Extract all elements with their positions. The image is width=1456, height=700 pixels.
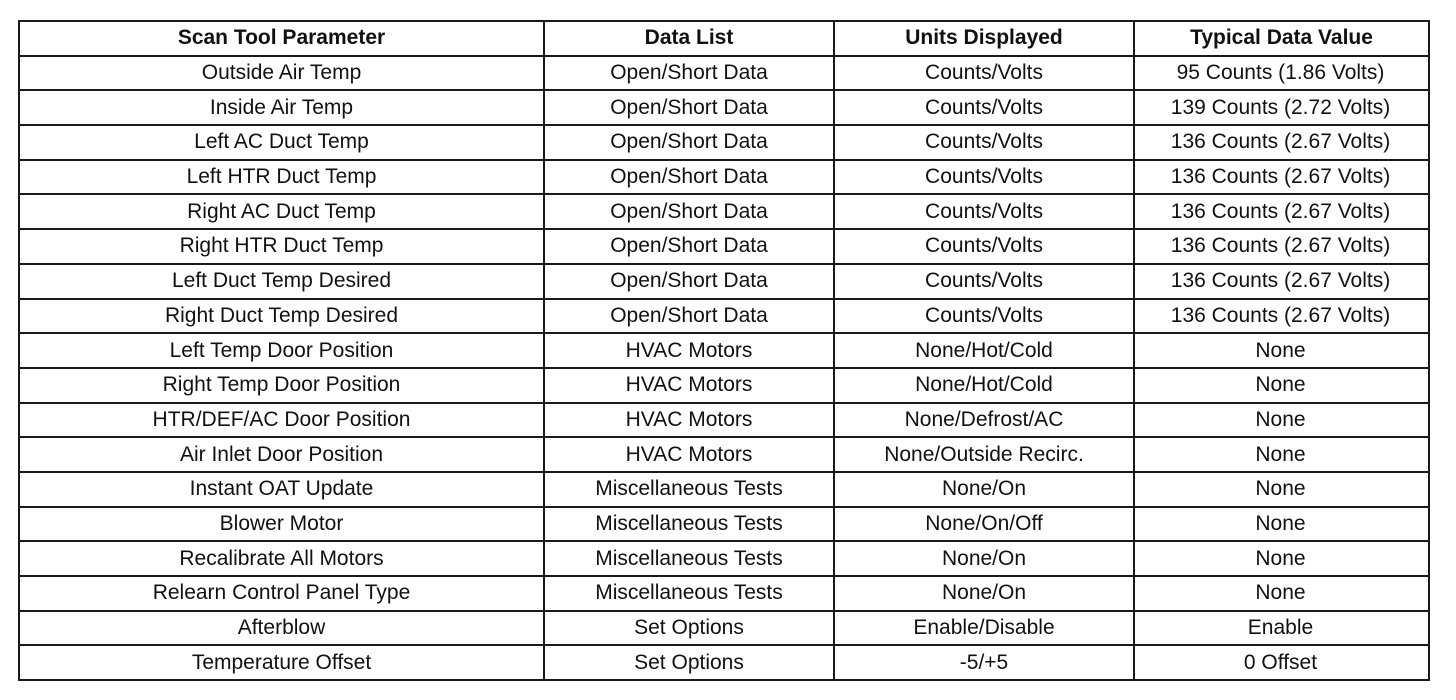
cell-units: None/Defrost/AC — [834, 403, 1134, 438]
cell-typical-value: 136 Counts (2.67 Volts) — [1134, 299, 1429, 334]
table-body — [19, 56, 1429, 680]
table-row — [19, 645, 1429, 680]
cell-typical-value: Enable — [1134, 611, 1429, 646]
cell-data-list: Open/Short Data — [544, 56, 834, 91]
cell-parameter: Right HTR Duct Temp — [19, 229, 544, 264]
table-row — [19, 472, 1429, 507]
cell-typical-value: 136 Counts (2.67 Volts) — [1134, 194, 1429, 229]
cell-typical-value: None — [1134, 368, 1429, 403]
cell-data-list: Miscellaneous Tests — [544, 507, 834, 542]
cell-parameter: Relearn Control Panel Type — [19, 576, 544, 611]
cell-typical-value: None — [1134, 437, 1429, 472]
cell-units: Counts/Volts — [834, 264, 1134, 299]
cell-units: Counts/Volts — [834, 229, 1134, 264]
cell-typical-value: 136 Counts (2.67 Volts) — [1134, 125, 1429, 160]
table-row — [19, 576, 1429, 611]
cell-parameter: Left AC Duct Temp — [19, 125, 544, 160]
scan-tool-parameter-table — [18, 20, 1430, 681]
cell-typical-value: None — [1134, 507, 1429, 542]
cell-parameter: Left Duct Temp Desired — [19, 264, 544, 299]
table-row — [19, 403, 1429, 438]
header-data-list: Data List — [544, 21, 834, 56]
cell-parameter: Afterblow — [19, 611, 544, 646]
table-row — [19, 229, 1429, 264]
cell-parameter: Air Inlet Door Position — [19, 437, 544, 472]
cell-units: None/On — [834, 576, 1134, 611]
cell-typical-value: 136 Counts (2.67 Volts) — [1134, 229, 1429, 264]
cell-parameter: Outside Air Temp — [19, 56, 544, 91]
table-row — [19, 368, 1429, 403]
cell-parameter: Right Temp Door Position — [19, 368, 544, 403]
table-row — [19, 90, 1429, 125]
cell-parameter: Right AC Duct Temp — [19, 194, 544, 229]
cell-data-list: Set Options — [544, 645, 834, 680]
cell-units: Counts/Volts — [834, 125, 1134, 160]
cell-parameter: Instant OAT Update — [19, 472, 544, 507]
cell-typical-value: None — [1134, 333, 1429, 368]
cell-units: None/Hot/Cold — [834, 368, 1134, 403]
cell-data-list: Open/Short Data — [544, 229, 834, 264]
cell-typical-value: 139 Counts (2.72 Volts) — [1134, 90, 1429, 125]
table-row — [19, 541, 1429, 576]
cell-parameter: Recalibrate All Motors — [19, 541, 544, 576]
cell-parameter: Left HTR Duct Temp — [19, 160, 544, 195]
cell-units: Counts/Volts — [834, 194, 1134, 229]
scan-tool-table-container — [18, 20, 1428, 681]
cell-typical-value: None — [1134, 576, 1429, 611]
cell-units: Counts/Volts — [834, 160, 1134, 195]
table-row — [19, 264, 1429, 299]
cell-data-list: Open/Short Data — [544, 264, 834, 299]
cell-typical-value: 136 Counts (2.67 Volts) — [1134, 160, 1429, 195]
cell-typical-value: None — [1134, 403, 1429, 438]
header-typical-data-value: Typical Data Value — [1134, 21, 1429, 56]
cell-data-list: Miscellaneous Tests — [544, 576, 834, 611]
table-row — [19, 160, 1429, 195]
cell-units: None/Hot/Cold — [834, 333, 1134, 368]
table-row — [19, 507, 1429, 542]
cell-units: Counts/Volts — [834, 299, 1134, 334]
cell-data-list: Miscellaneous Tests — [544, 541, 834, 576]
cell-data-list: HVAC Motors — [544, 333, 834, 368]
cell-data-list: Open/Short Data — [544, 125, 834, 160]
cell-parameter: Inside Air Temp — [19, 90, 544, 125]
cell-parameter: Left Temp Door Position — [19, 333, 544, 368]
cell-parameter: Temperature Offset — [19, 645, 544, 680]
cell-data-list: Open/Short Data — [544, 299, 834, 334]
cell-parameter: Right Duct Temp Desired — [19, 299, 544, 334]
cell-units: None/On/Off — [834, 507, 1134, 542]
table-row — [19, 125, 1429, 160]
table-row — [19, 56, 1429, 91]
cell-typical-value: 136 Counts (2.67 Volts) — [1134, 264, 1429, 299]
cell-data-list: HVAC Motors — [544, 368, 834, 403]
cell-units: Counts/Volts — [834, 56, 1134, 91]
cell-data-list: Miscellaneous Tests — [544, 472, 834, 507]
cell-typical-value: None — [1134, 472, 1429, 507]
cell-data-list: HVAC Motors — [544, 403, 834, 438]
table-row — [19, 299, 1429, 334]
cell-units: None/On — [834, 541, 1134, 576]
cell-units: Enable/Disable — [834, 611, 1134, 646]
cell-parameter: Blower Motor — [19, 507, 544, 542]
cell-data-list: Open/Short Data — [544, 160, 834, 195]
cell-typical-value: 95 Counts (1.86 Volts) — [1134, 56, 1429, 91]
cell-typical-value: 0 Offset — [1134, 645, 1429, 680]
cell-data-list: Open/Short Data — [544, 194, 834, 229]
cell-data-list: HVAC Motors — [544, 437, 834, 472]
header-units-displayed: Units Displayed — [834, 21, 1134, 56]
table-row — [19, 333, 1429, 368]
cell-units: None/On — [834, 472, 1134, 507]
cell-units: -5/+5 — [834, 645, 1134, 680]
cell-data-list: Set Options — [544, 611, 834, 646]
table-header-row — [19, 21, 1429, 56]
header-scan-tool-parameter: Scan Tool Parameter — [19, 21, 544, 56]
cell-units: Counts/Volts — [834, 90, 1134, 125]
table-row — [19, 437, 1429, 472]
cell-units: None/Outside Recirc. — [834, 437, 1134, 472]
cell-data-list: Open/Short Data — [544, 90, 834, 125]
table-row — [19, 194, 1429, 229]
table-row — [19, 611, 1429, 646]
cell-typical-value: None — [1134, 541, 1429, 576]
cell-parameter: HTR/DEF/AC Door Position — [19, 403, 544, 438]
